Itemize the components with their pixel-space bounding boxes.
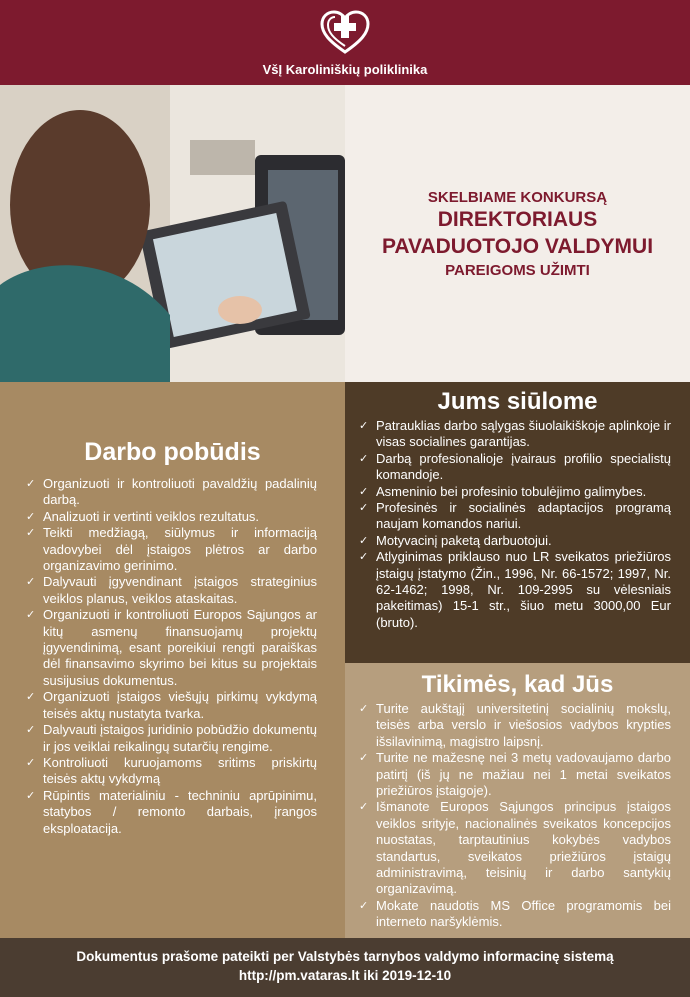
check-icon: ✓ [26, 756, 36, 769]
list-item: ✓ Išmanote Europos Sąjungos principus įstaigos veiklos srityje, nacionalinės sveikatos koncepcijos nuostatas, tarptautinius kokybės vadybos standartus, sveikatos priežiūros įstaigų administravimą, teisinių ir darbo santykių organizavimą. [359, 799, 671, 897]
footer-link[interactable]: http://pm.vataras.lt iki 2019-12-10 [238, 968, 452, 983]
list-item: ✓ Turite ne mažesnę nei 3 metų vadovaujamo darbo patirtį (iš jų ne mažiau nei 1 metai sveikatos priežiūros įstaigoje). [359, 750, 671, 799]
siulome-section [345, 382, 690, 663]
siulome-heading: Jums siūlome [437, 388, 598, 415]
check-icon: ✓ [26, 576, 36, 589]
check-icon: ✓ [359, 485, 369, 498]
list-item: ✓ Teikti medžiagą, siūlymus ir informaciją vadovybei dėl įstaigos plėtros ar darbo organizavimo gerinimo. [26, 525, 317, 574]
list-item: ✓ Dalyvauti įstaigos juridinio pobūdžio dokumentų ir jos veiklai reikalingų sutarčių rengime. [26, 722, 317, 754]
check-icon: ✓ [26, 789, 36, 802]
list-item: ✓ Patrauklias darbo sąlygas šiuolaikiškoje aplinkoje ir visas socialines garantijas. [359, 418, 671, 450]
hero-photo [0, 85, 345, 382]
heart-cross-logo [319, 8, 371, 56]
check-icon: ✓ [26, 609, 36, 622]
title-line-2: DIREKTORIAUS [437, 208, 598, 231]
check-icon: ✓ [359, 752, 369, 765]
list-item: ✓ Organizuoti ir kontroliuoti Europos Sąjungos ar kitų asmenų finansuojamų projektų įgyvendinimą, esant poreikiui rengti paraiškas dėl finansavimo skyrimo bei kitus su projektais susijusius dokumentus. [26, 607, 317, 688]
organization-name: VšĮ Karoliniškių poliklinika [262, 62, 428, 77]
list-item: ✓ Kontroliuoti kuruojamoms sritims priskirtų teisės aktų vykdymą [26, 754, 317, 787]
check-icon: ✓ [359, 420, 369, 432]
check-icon: ✓ [359, 801, 369, 814]
list-item: ✓ Mokate naudotis MS Office programomis bei interneto naršyklėmis. [359, 897, 671, 930]
siulome-list [359, 418, 671, 631]
list-item: ✓ Analizuoti ir vertinti veiklos rezultatus. [26, 508, 260, 524]
check-icon: ✓ [26, 527, 36, 540]
darbo-heading: Darbo pobūdis [84, 438, 261, 466]
tikimes-heading: Tikimės, kad Jūs [421, 671, 614, 698]
darbo-list [26, 476, 317, 837]
tikimes-list [359, 701, 671, 931]
check-icon: ✓ [359, 899, 369, 912]
list-item: ✓ Organizuoti ir kontroliuoti pavaldžių padalinių darbą. [26, 476, 317, 508]
list-item: ✓ Asmeninio bei profesinio tobulėjimo galimybes. [359, 483, 647, 499]
title-line-3: PAVADUOTOJO VALDYMUI [381, 235, 654, 258]
footer-line-1: Dokumentus prašome pateikti per Valstybės tarnybos valdymo informacinę sistemą [76, 949, 614, 964]
darbo-section [0, 382, 345, 938]
list-item: ✓ Rūpintis materialiniu - techniniu aprūpinimu, statybos / remonto darbais, įrangos eksploatacija. [26, 787, 317, 836]
list-item: ✓ Darbą profesionalioje įvairaus profilio specialistų komandoje. [359, 450, 671, 483]
check-icon: ✓ [26, 724, 36, 737]
check-icon: ✓ [359, 502, 369, 515]
footer [0, 938, 690, 997]
title-panel [345, 85, 690, 382]
check-icon: ✓ [359, 551, 369, 564]
list-item: ✓ Atlyginimas priklauso nuo LR sveikatos priežiūros įstaigų įstatymo (Žin., 1996, Nr. 66-1572; 1997, Nr. 62-1462; 1998, Nr. 109-2995 su vėlesniais pakeitimas) 15-1 str., šiuo metu 3000,00 Eur (bruto). [359, 549, 671, 630]
list-item: ✓ Profesinės ir socialinės adaptacijos programą naujam komandos nariui. [359, 500, 671, 532]
title-line-2-3 [345, 206, 690, 260]
check-icon: ✓ [359, 452, 369, 465]
title-line-1: SKELBIAME KONKURSĄ [427, 189, 608, 206]
list-item: ✓ Motyvacinį paketą darbuotojui. [359, 532, 552, 548]
list-item: ✓ Organizuoti įstaigos viešųjų pirkimų vykdymą teisės aktų nustatyta tvarka. [26, 689, 317, 721]
tikimes-section [345, 663, 690, 938]
check-icon: ✓ [359, 703, 369, 715]
check-icon: ✓ [26, 478, 36, 490]
list-item: ✓ Dalyvauti įgyvendinant įstaigos strateginius veiklos planus, veiklos ataskaitas. [26, 574, 317, 606]
header-banner [0, 0, 690, 85]
list-item: ✓ Turite aukštąjį universitetinį socialinių mokslų, teisės arba verslo ir viešosios vadybos krypties išsilavinimą, magistro laipsnį. [359, 701, 671, 749]
check-icon: ✓ [26, 691, 36, 704]
check-icon: ✓ [26, 510, 36, 523]
check-icon: ✓ [359, 534, 369, 547]
title-line-4: PAREIGOMS UŽIMTI [445, 262, 590, 279]
